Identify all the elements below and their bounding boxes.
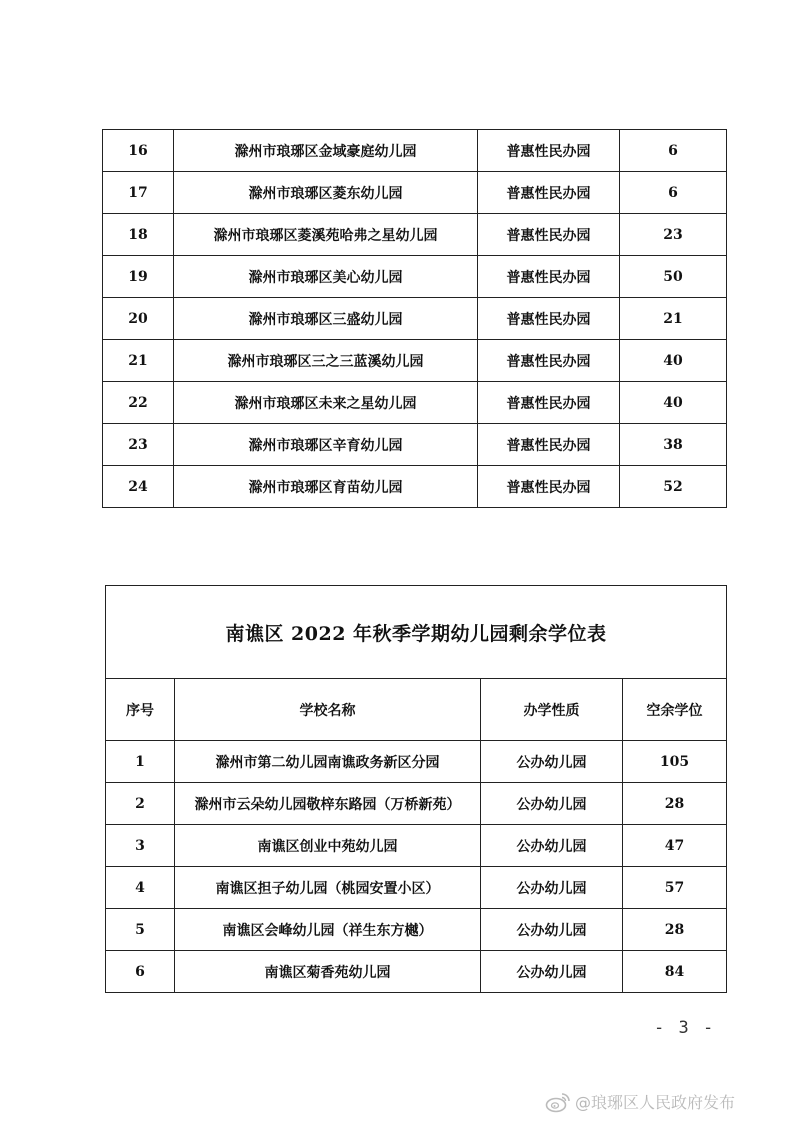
vacant-seats: 50 [620,256,727,298]
row-number: 24 [103,466,174,508]
school-type: 公办幼儿园 [481,741,623,783]
table-row [106,825,727,867]
school-name: 滁州市云朵幼儿园敬梓东路园（万桥新苑） [175,783,481,825]
vacant-seats: 52 [620,466,727,508]
table-row [106,909,727,951]
weibo-icon [545,1091,571,1113]
school-type: 普惠性民办园 [478,382,620,424]
school-name: 滁州市琅琊区三之三蓝溪幼儿园 [174,340,478,382]
school-type: 公办幼儿园 [481,867,623,909]
watermark-text: @琅琊区人民政府发布 [575,1093,736,1112]
school-name: 滁州市琅琊区三盛幼儿园 [174,298,478,340]
school-name: 南谯区会峰幼儿园（祥生东方樾） [175,909,481,951]
table-title: 南谯区 2022 年秋季学期幼儿园剩余学位表 [106,586,727,679]
school-name: 南谯区担子幼儿园（桃园安置小区） [175,867,481,909]
nanqiao-vacancy-table [105,585,727,993]
vacant-seats: 6 [620,130,727,172]
vacant-seats: 47 [623,825,727,867]
vacant-seats: 28 [623,783,727,825]
school-name: 滁州市琅琊区育苗幼儿园 [174,466,478,508]
row-number: 18 [103,214,174,256]
table-row [106,867,727,909]
school-name: 滁州市琅琊区美心幼儿园 [174,256,478,298]
school-type: 普惠性民办园 [478,466,620,508]
vacant-seats: 57 [623,867,727,909]
school-name: 滁州市琅琊区菱溪苑哈弗之星幼儿园 [174,214,478,256]
school-type: 普惠性民办园 [478,214,620,256]
school-name: 南谯区菊香苑幼儿园 [175,951,481,993]
row-number: 21 [103,340,174,382]
table-title-row [106,586,727,679]
school-name: 滁州市第二幼儿园南谯政务新区分园 [175,741,481,783]
vacant-seats: 21 [620,298,727,340]
school-type: 普惠性民办园 [478,172,620,214]
weibo-watermark [545,1090,735,1113]
kindergarten-table-continued [102,129,727,508]
school-type: 普惠性民办园 [478,340,620,382]
school-type: 公办幼儿园 [481,951,623,993]
row-number: 4 [106,867,175,909]
table-row [106,783,727,825]
vacant-seats: 28 [623,909,727,951]
school-name: 滁州市琅琊区辛育幼儿园 [174,424,478,466]
school-type: 普惠性民办园 [478,256,620,298]
row-number: 5 [106,909,175,951]
vacant-seats: 84 [623,951,727,993]
table-row [103,130,727,172]
table-row [103,256,727,298]
table-row [106,951,727,993]
vacant-seats: 38 [620,424,727,466]
table-row [103,466,727,508]
row-number: 23 [103,424,174,466]
table-row [106,741,727,783]
table-row [103,382,727,424]
table-row [103,172,727,214]
school-name: 南谯区创业中苑幼儿园 [175,825,481,867]
table-row [103,214,727,256]
page-number: - 3 - [654,1018,716,1038]
school-type: 公办幼儿园 [481,825,623,867]
table-row [103,424,727,466]
row-number: 1 [106,741,175,783]
header-school-name: 学校名称 [175,679,481,741]
row-number: 19 [103,256,174,298]
header-number: 序号 [106,679,175,741]
vacant-seats: 105 [623,741,727,783]
row-number: 2 [106,783,175,825]
row-number: 3 [106,825,175,867]
school-type: 普惠性民办园 [478,298,620,340]
school-type: 普惠性民办园 [478,424,620,466]
school-name: 滁州市琅琊区菱东幼儿园 [174,172,478,214]
header-vacant-seats: 空余学位 [623,679,727,741]
row-number: 22 [103,382,174,424]
row-number: 17 [103,172,174,214]
table-row [103,298,727,340]
vacant-seats: 23 [620,214,727,256]
vacant-seats: 40 [620,382,727,424]
school-type: 公办幼儿园 [481,909,623,951]
row-number: 6 [106,951,175,993]
vacant-seats: 6 [620,172,727,214]
school-type: 公办幼儿园 [481,783,623,825]
school-type: 普惠性民办园 [478,130,620,172]
table-header-row [106,679,727,741]
vacant-seats: 40 [620,340,727,382]
school-name: 滁州市琅琊区金域豪庭幼儿园 [174,130,478,172]
school-name: 滁州市琅琊区未来之星幼儿园 [174,382,478,424]
header-school-type: 办学性质 [481,679,623,741]
row-number: 16 [103,130,174,172]
row-number: 20 [103,298,174,340]
table-row [103,340,727,382]
